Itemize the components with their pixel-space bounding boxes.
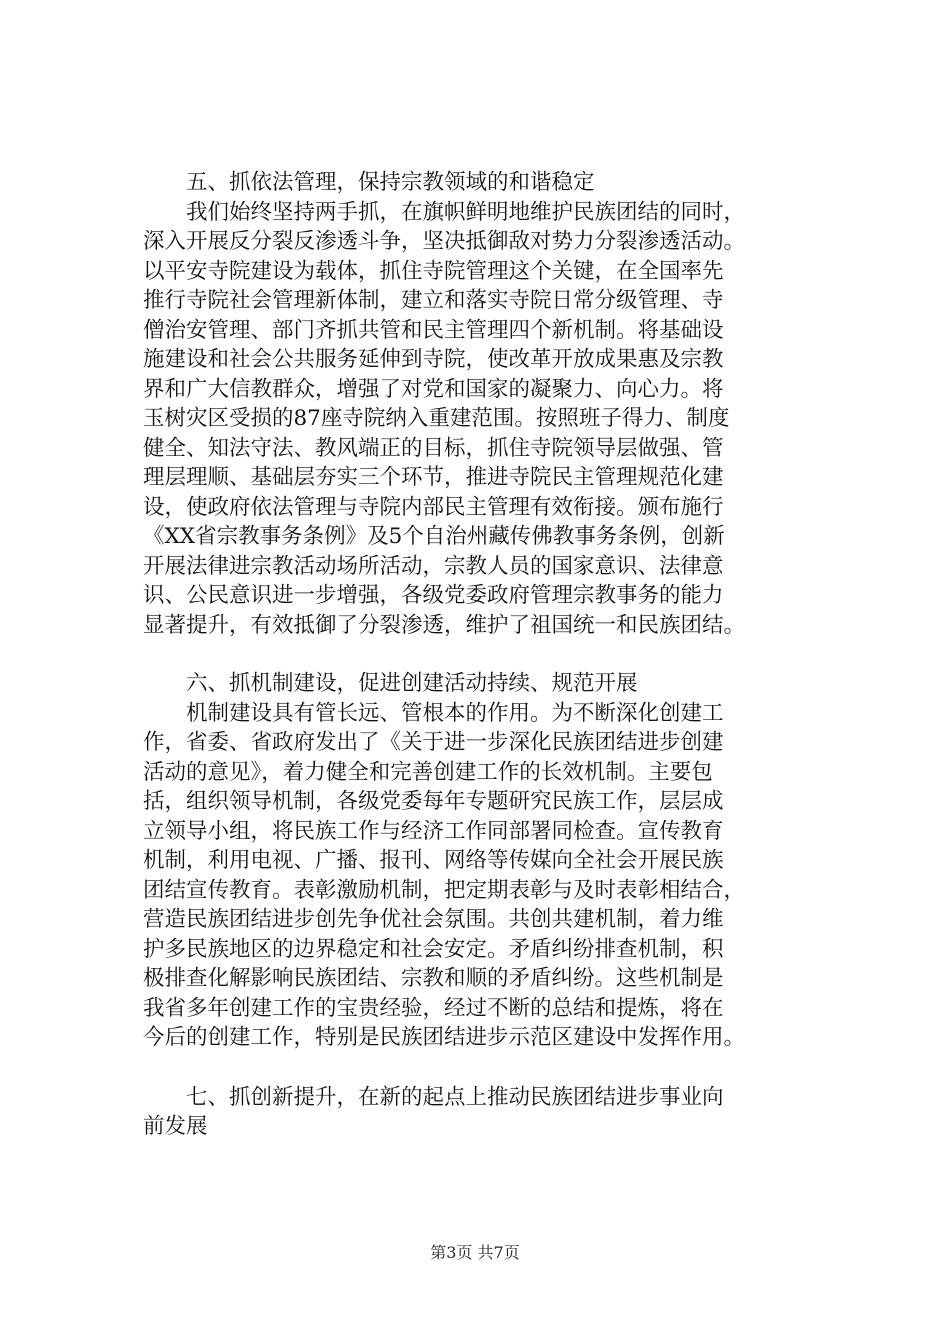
paragraph-line: 识、公民意识进一步增强，各级党委政府管理宗教事务的能力: [143, 583, 724, 608]
paragraph-line: 健全、知法守法、教风端正的目标，抓住寺院领导层做强、管: [143, 435, 724, 461]
paragraph-line: 机制，利用电视、广播、报刊、网络等传媒向全社会开展民族: [143, 848, 724, 873]
paragraph-line: 作，省委、省政府发出了《关于进一步深化民族团结进步创建: [143, 730, 724, 755]
section-heading: 五、抓依法管理，保持宗教领域的和谐稳定: [186, 170, 595, 195]
paragraph-line: 今后的创建工作，特别是民族团结进步示范区建设中发挥作用。: [143, 1025, 746, 1050]
paragraph-line: 《XX省宗教事务条例》及5个自治州藏传佛教事务条例，创新: [143, 524, 725, 549]
paragraph-line: 括，组织领导机制，各级党委每年专题研究民族工作，层层成: [143, 789, 724, 814]
paragraph-line: 推行寺院社会管理新体制，建立和落实寺院日常分级管理、寺: [143, 288, 724, 313]
paragraph-line: 我省多年创建工作的宝贵经验，经过不断的总结和提炼，将在: [143, 995, 724, 1021]
paragraph-line: 显著提升，有效抵御了分裂渗透，维护了祖国统一和民族团结。: [143, 612, 746, 638]
paragraph-line: 设，使政府依法管理与寺院内部民主管理有效衔接。颁布施行: [143, 494, 724, 520]
section-spacer: [143, 640, 823, 669]
document-body: [143, 168, 823, 1142]
paragraph-line: 玉树灾区受损的87座寺院纳入重建范围。按照班子得力、制度: [143, 406, 730, 431]
paragraph-line: 理层理顺、基础层夯实三个环节，推进寺院民主管理规范化建: [143, 465, 724, 490]
paragraph-line: 界和广大信教群众，增强了对党和国家的凝聚力、向心力。将: [143, 376, 724, 402]
paragraph-line: 极排查化解影响民族团结、宗教和顺的矛盾纠纷。这些机制是: [143, 966, 724, 991]
paragraph-line: 深入开展反分裂反渗透斗争，坚决抵御敌对势力分裂渗透活动。: [143, 229, 746, 254]
page-footer: 第3页 共7页: [430, 1243, 520, 1262]
section-spacer: [143, 1053, 823, 1083]
paragraph-line: 以平安寺院建设为载体，抓住寺院管理这个关键，在全国率先: [143, 258, 724, 284]
paragraph-line: 施建设和社会公共服务延伸到寺院，使改革开放成果惠及宗教: [143, 347, 724, 372]
paragraph-line: 开展法律进宗教活动场所活动，宗教人员的国家意识、法律意: [143, 553, 724, 579]
section-6: [143, 669, 823, 1053]
paragraph-line: 活动的意见》，着力健全和完善创建工作的长效机制。主要包: [143, 759, 713, 785]
paragraph-line: 立领导小组，将民族工作与经济工作同部署同检查。宣传教育: [143, 818, 724, 844]
paragraph-line: 营造民族团结进步创先争优社会氛围。共创共建机制，着力维: [143, 907, 724, 932]
paragraph-line: 僧治安管理、部门齐抓共管和民主管理四个新机制。将基础设: [143, 317, 724, 343]
paragraph-line: 护多民族地区的边界稳定和社会安定。矛盾纠纷排查机制，积: [143, 936, 724, 962]
section-heading: 六、抓机制建设，促进创建活动持续、规范开展: [186, 671, 638, 696]
section-7: [143, 1083, 823, 1142]
paragraph-line: 我们始终坚持两手抓，在旗帜鲜明地维护民族团结的同时，: [143, 199, 746, 225]
section-heading: 七、抓创新提升，在新的起点上推动民族团结进步事业向: [186, 1084, 724, 1110]
section-5: [143, 168, 823, 640]
paragraph-line: 机制建设具有管长远、管根本的作用。为不断深化创建工: [143, 700, 724, 726]
paragraph-line: 前发展: [143, 1114, 208, 1139]
paragraph-line: 团结宣传教育。表彰激励机制，把定期表彰与及时表彰相结合，: [143, 877, 746, 903]
